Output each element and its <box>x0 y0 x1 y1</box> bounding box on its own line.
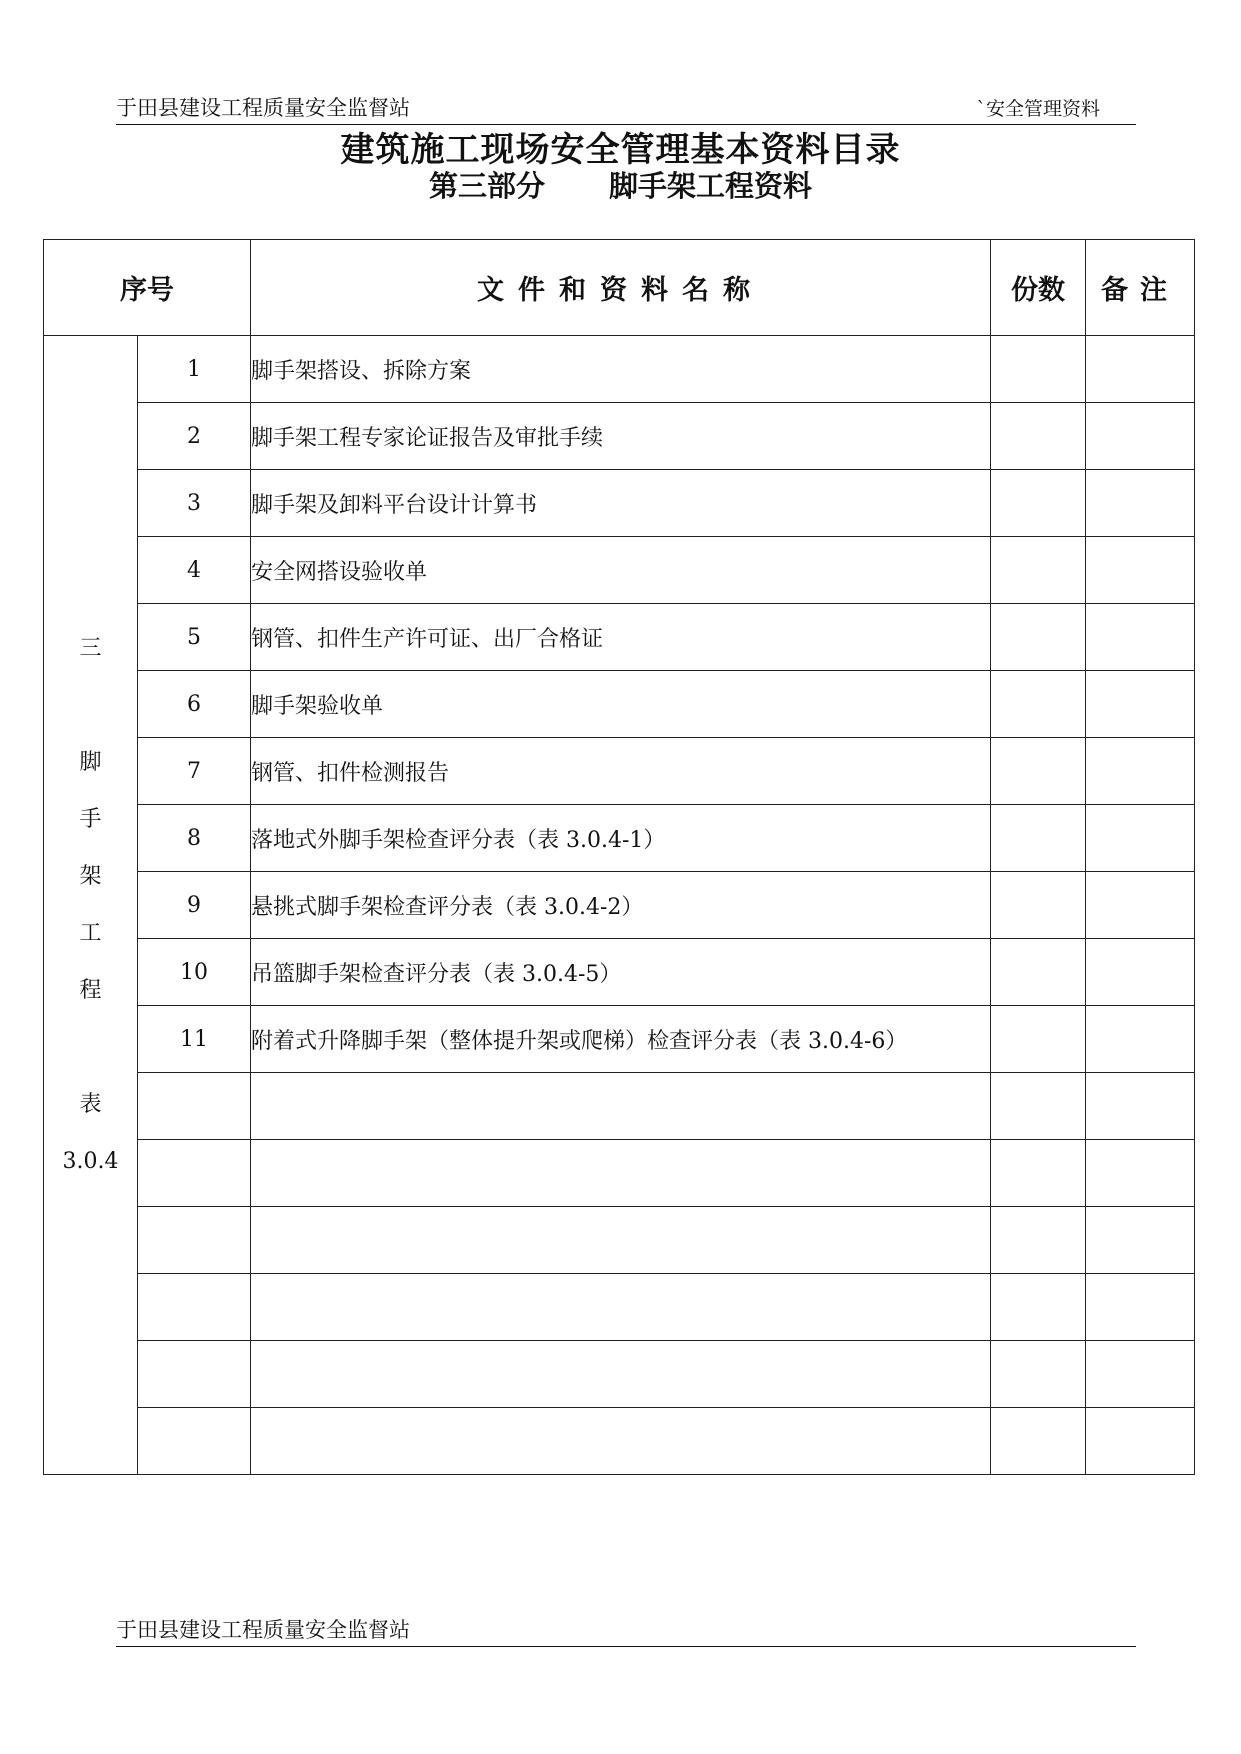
row-document-name: 脚手架搭设、拆除方案 <box>251 336 991 403</box>
row-copies-cell <box>991 738 1086 805</box>
row-number <box>138 1408 251 1475</box>
subtitle-name: 脚手架工程资料 <box>609 169 813 203</box>
row-remarks-cell <box>1086 1408 1195 1475</box>
row-number: 4 <box>138 537 251 604</box>
table-header-row <box>44 240 1195 336</box>
table-row <box>44 671 1195 738</box>
header-organization: 于田县建设工程质量安全监督站 <box>116 96 410 120</box>
header-doc-category: `安全管理资料 <box>976 98 1100 120</box>
header-copies: 份数 <box>991 240 1086 336</box>
row-document-name <box>251 1207 991 1274</box>
row-copies-cell <box>991 1408 1086 1475</box>
row-remarks-cell <box>1086 1341 1195 1408</box>
row-remarks-cell <box>1086 1140 1195 1207</box>
row-document-name <box>251 1341 991 1408</box>
table-row <box>44 1006 1195 1073</box>
table-row <box>44 403 1195 470</box>
row-document-name: 附着式升降脚手架（整体提升架或爬梯）检查评分表（表 3.0.4-6） <box>251 1006 991 1073</box>
row-document-name: 脚手架验收单 <box>251 671 991 738</box>
row-remarks-cell <box>1086 604 1195 671</box>
footer-rule <box>116 1646 1136 1647</box>
row-copies-cell <box>991 1341 1086 1408</box>
row-document-name: 安全网搭设验收单 <box>251 537 991 604</box>
section-label-char: 程 <box>79 978 102 1003</box>
table-row <box>44 872 1195 939</box>
section-label-char: 表 <box>79 1092 102 1117</box>
section-label-char: 脚 <box>79 750 102 775</box>
row-document-name: 脚手架工程专家论证报告及审批手续 <box>251 403 991 470</box>
section-label-char: 架 <box>79 864 102 889</box>
row-remarks-cell <box>1086 1207 1195 1274</box>
row-document-name: 吊篮脚手架检查评分表（表 3.0.4-5） <box>251 939 991 1006</box>
row-document-name <box>251 1073 991 1140</box>
row-remarks-cell <box>1086 738 1195 805</box>
row-document-name <box>251 1274 991 1341</box>
row-copies-cell <box>991 1140 1086 1207</box>
row-remarks-cell <box>1086 1073 1195 1140</box>
row-document-name <box>251 1408 991 1475</box>
row-remarks-cell <box>1086 537 1195 604</box>
table-row <box>44 1341 1195 1408</box>
row-copies-cell <box>991 537 1086 604</box>
header-document-name: 文件和资料名称 <box>251 240 991 336</box>
row-copies-cell <box>991 470 1086 537</box>
row-number: 11 <box>138 1006 251 1073</box>
table-row <box>44 336 1195 403</box>
row-document-name: 脚手架及卸料平台设计计算书 <box>251 470 991 537</box>
row-copies-cell <box>991 1274 1086 1341</box>
row-remarks-cell <box>1086 671 1195 738</box>
table-row <box>44 1274 1195 1341</box>
table-row <box>44 1073 1195 1140</box>
row-number: 6 <box>138 671 251 738</box>
table-row <box>44 604 1195 671</box>
row-copies-cell <box>991 403 1086 470</box>
row-remarks-cell <box>1086 872 1195 939</box>
row-copies-cell <box>991 1006 1086 1073</box>
row-number: 9 <box>138 872 251 939</box>
row-number <box>138 1140 251 1207</box>
row-copies-cell <box>991 604 1086 671</box>
table-row <box>44 470 1195 537</box>
row-copies-cell <box>991 671 1086 738</box>
row-number: 10 <box>138 939 251 1006</box>
row-document-name: 钢管、扣件检测报告 <box>251 738 991 805</box>
row-copies-cell <box>991 805 1086 872</box>
page-footer <box>116 1610 1136 1646</box>
table-row <box>44 537 1195 604</box>
row-remarks-cell <box>1086 336 1195 403</box>
row-number <box>138 1207 251 1274</box>
row-copies-cell <box>991 939 1086 1006</box>
subtitle-part: 第三部分 <box>428 169 545 203</box>
row-number: 1 <box>138 336 251 403</box>
row-document-name <box>251 1140 991 1207</box>
section-label-char: 工 <box>79 921 102 946</box>
row-number <box>138 1073 251 1140</box>
row-number: 2 <box>138 403 251 470</box>
row-document-name: 悬挑式脚手架检查评分表（表 3.0.4-2） <box>251 872 991 939</box>
document-subtitle <box>0 164 1241 205</box>
row-copies-cell <box>991 336 1086 403</box>
row-remarks-cell <box>1086 805 1195 872</box>
row-copies-cell <box>991 1073 1086 1140</box>
table-row <box>44 805 1195 872</box>
row-number: 3 <box>138 470 251 537</box>
row-number <box>138 1341 251 1408</box>
table-row <box>44 939 1195 1006</box>
header-remarks: 备注 <box>1086 240 1195 336</box>
catalog-table <box>43 239 1195 1475</box>
row-document-name: 落地式外脚手架检查评分表（表 3.0.4-1） <box>251 805 991 872</box>
table-row <box>44 1207 1195 1274</box>
row-copies-cell <box>991 1207 1086 1274</box>
row-remarks-cell <box>1086 1274 1195 1341</box>
table-row <box>44 1408 1195 1475</box>
row-remarks-cell <box>1086 1006 1195 1073</box>
row-remarks-cell <box>1086 470 1195 537</box>
row-number: 7 <box>138 738 251 805</box>
row-copies-cell <box>991 872 1086 939</box>
row-number <box>138 1274 251 1341</box>
row-remarks-cell <box>1086 939 1195 1006</box>
table-row <box>44 738 1195 805</box>
table-row <box>44 1140 1195 1207</box>
header-index: 序号 <box>44 240 251 336</box>
section-label-char: 三 <box>79 636 102 661</box>
row-document-name: 钢管、扣件生产许可证、出厂合格证 <box>251 604 991 671</box>
footer-organization: 于田县建设工程质量安全监督站 <box>116 1618 410 1642</box>
section-label <box>44 336 138 1475</box>
section-label-char: 手 <box>79 807 102 832</box>
row-remarks-cell <box>1086 403 1195 470</box>
page-header <box>116 88 1136 124</box>
section-label-char: 3.0.4 <box>62 1149 119 1174</box>
row-number: 8 <box>138 805 251 872</box>
row-number: 5 <box>138 604 251 671</box>
document-title: 建筑施工现场安全管理基本资料目录 <box>340 130 901 170</box>
